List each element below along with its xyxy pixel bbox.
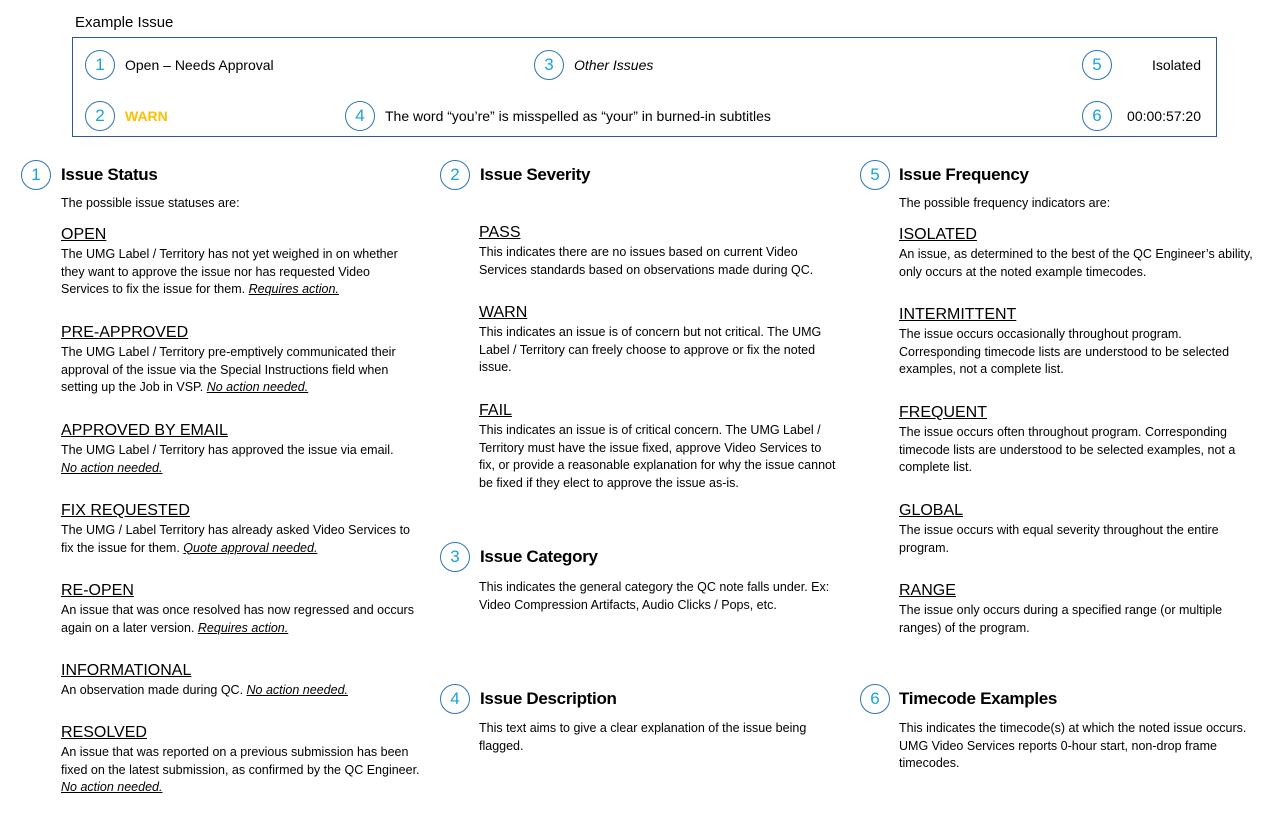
status-label: FIX REQUESTED: [61, 502, 190, 519]
status-item-fix-requested: [61, 502, 421, 557]
section-title-severity: Issue Severity: [480, 165, 591, 184]
example-description: The word “you’re” is misspelled as “your” in burned-in subtitles: [385, 108, 771, 124]
section-title-category: Issue Category: [480, 547, 598, 566]
section-badge-description: 4: [440, 684, 470, 714]
status-note: No action needed.: [206, 380, 309, 394]
frequency-item-intermittent: [899, 306, 1259, 379]
status-item-informational: [61, 662, 421, 700]
number-badge-5: 5: [1082, 50, 1112, 80]
status-item-open: [61, 226, 421, 299]
page-title: Example Issue: [75, 14, 174, 31]
section-title-status: Issue Status: [61, 165, 158, 184]
frequency-desc: An issue, as determined to the best of the QC Engineer’s ability, only occurs at the noted example timecodes.: [899, 247, 1253, 279]
timecode-desc-block: [899, 718, 1259, 773]
number-badge-6: 6: [1082, 101, 1112, 131]
section-title-description: Issue Description: [480, 689, 617, 708]
status-desc: The UMG / Label Territory has already asked Video Services to fix the issue for them. Quote approval needed.: [61, 523, 411, 555]
section-title-timecode: Timecode Examples: [899, 689, 1058, 708]
frequency-label: RANGE: [899, 582, 956, 599]
status-note: Quote approval needed.: [183, 540, 318, 555]
status-label: PRE-APPROVED: [61, 324, 189, 341]
example-category: Other Issues: [574, 57, 654, 73]
frequency-label: FREQUENT: [899, 404, 987, 421]
frequency-desc: The issue occurs often throughout program. Corresponding timecode lists are understood to be selected examples, not a complete list.: [899, 425, 1236, 474]
section-badge-timecode: 6: [860, 684, 890, 714]
example-issue-box: [72, 37, 1217, 137]
status-desc: The UMG Label / Territory pre-emptively communicated their approval of the issue via the Special Instructions field when setting up the Job in VSP. No action needed.: [61, 345, 396, 394]
example-severity: WARN: [125, 108, 168, 124]
status-note: No action needed.: [61, 460, 163, 475]
status-label: INFORMATIONAL: [61, 662, 192, 679]
severity-label: WARN: [479, 304, 528, 321]
frequency-item-global: [899, 502, 1259, 557]
status-note: Requires action.: [197, 620, 289, 635]
severity-label: FAIL: [479, 402, 512, 419]
severity-desc: This indicates an issue is of concern but not critical. The UMG Label / Territory can freely choose to approve or fix the noted issue.: [479, 325, 822, 374]
status-item-resolved: [61, 724, 421, 797]
status-label: RE-OPEN: [61, 582, 134, 599]
description-desc: This text aims to give a clear explanation of the issue being flagged.: [479, 721, 807, 753]
frequency-item-range: [899, 582, 1259, 637]
status-label: OPEN: [61, 226, 107, 243]
category-desc-block: [479, 577, 839, 614]
status-note: Requires action.: [248, 282, 339, 296]
frequency-label: INTERMITTENT: [899, 306, 1017, 323]
status-desc: The UMG Label / Territory has approved the issue via email. No action needed.: [61, 443, 394, 475]
frequency-item-frequent: [899, 404, 1259, 477]
status-item-approved-by-email: [61, 422, 421, 477]
frequency-label: GLOBAL: [899, 502, 964, 519]
frequency-desc: The issue only occurs during a specified range (or multiple ranges) of the program.: [899, 603, 1223, 635]
frequency-label: ISOLATED: [899, 226, 977, 243]
frequency-desc: The issue occurs with equal severity throughout the entire program.: [899, 523, 1219, 555]
frequency-desc: The issue occurs occasionally throughout program. Corresponding timecode lists are understood to be selected examples, not a complete list.: [899, 327, 1230, 376]
number-badge-2: 2: [85, 101, 115, 131]
section-badge-category: 3: [440, 542, 470, 572]
status-desc: An issue that was once resolved has now regressed and occurs again on a later version. Requires action.: [61, 603, 414, 635]
number-badge-3: 3: [534, 50, 564, 80]
frequency-intro: The possible frequency indicators are:: [899, 196, 1111, 210]
number-badge-1: 1: [85, 50, 115, 80]
status-item-re-open: [61, 582, 421, 637]
section-badge-status: 1: [21, 160, 51, 190]
severity-item-pass: [479, 224, 839, 279]
status-desc: An observation made during QC. No action needed.: [61, 683, 348, 697]
severity-label: PASS: [479, 224, 521, 241]
example-frequency: Isolated: [1151, 57, 1201, 73]
status-intro: The possible issue statuses are:: [61, 196, 240, 210]
severity-item-fail: [479, 402, 839, 492]
timecode-desc: This indicates the timecode(s) at which the noted issue occurs. UMG Video Services reports 0-hour start, non-drop frame timecodes.: [899, 721, 1247, 770]
status-label: RESOLVED: [61, 724, 147, 741]
status-label: APPROVED BY EMAIL: [61, 422, 228, 439]
severity-desc: This indicates an issue is of critical concern. The UMG Label / Territory must have the issue fixed, approve Video Services to fix, or provide a reasonable explanation for why the issue cannot be fixed if they elect to approve the issue as-is.: [479, 423, 836, 490]
example-timecode: 00:00:57:20: [1127, 108, 1201, 124]
severity-item-warn: [479, 304, 839, 377]
frequency-item-isolated: [899, 226, 1259, 281]
severity-desc: This indicates there are no issues based on current Video Services standards based on observations made during QC.: [479, 245, 814, 277]
status-desc: An issue that was reported on a previous submission has been fixed on the latest submission, as confirmed by the QC Engineer. No action needed.: [61, 745, 420, 794]
section-badge-frequency: 5: [860, 160, 890, 190]
status-item-pre-approved: [61, 324, 421, 397]
number-badge-4: 4: [345, 101, 375, 131]
section-title-frequency: Issue Frequency: [899, 165, 1029, 184]
status-note: No action needed.: [246, 683, 348, 697]
example-status: Open – Needs Approval: [125, 57, 274, 73]
status-desc: The UMG Label / Territory has not yet weighed in on whether they want to approve the issue nor has requested Video Services to fix the issue for them. Requires action.: [61, 247, 398, 296]
category-desc: This indicates the general category the QC note falls under. Ex: Video Compression Artifacts, Audio Clicks / Pops, etc.: [479, 580, 830, 612]
section-badge-severity: 2: [440, 160, 470, 190]
description-desc-block: [479, 718, 839, 755]
status-note: No action needed.: [61, 780, 163, 794]
